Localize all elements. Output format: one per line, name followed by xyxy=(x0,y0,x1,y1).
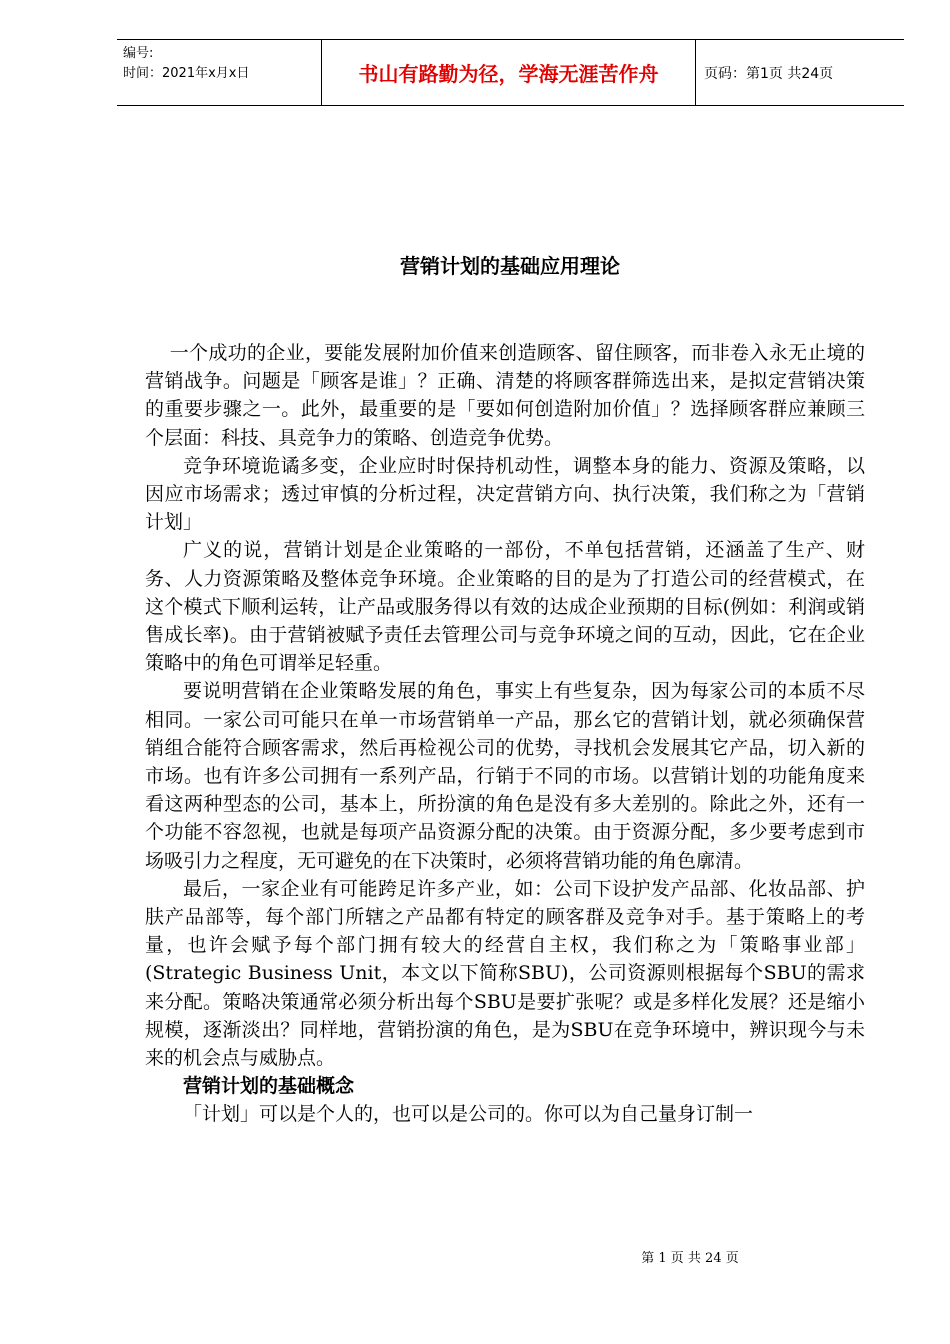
page-footer: 第 1 页 共 24 页 xyxy=(641,1251,739,1266)
paragraph-6: 「计划」可以是个人的，也可以是公司的。你可以为自己量身订制一 xyxy=(183,1103,754,1126)
time-label: 时间：2021年x月x日 xyxy=(123,66,250,81)
header-meta xyxy=(117,40,322,106)
paragraph-5: 最后，一家企业有可能跨足许多产业，如：公司下设护发产品部、化妆品部、护肤产品部等，每个部门所辖之产品都有特定的顾客群及竞争对手。基于策略上的考量，也许会赋予每个部门拥有较大的经营自主权，我们称之为「策略事业部」(Strategic Business Unit，本文以下简称SBU)，公司资源则根据每个SBU的需求来分配。策略决策通常必须分析出每个SBU是要扩张呢？或是多样化发展？还是缩小规模，逐渐淡出？同样地，营销扮演的角色，是为SBU在竞争环境中，辨识现今与未来的机会点与威胁点。 xyxy=(145,877,865,1070)
section-heading: 营销计划的基础概念 xyxy=(183,1075,355,1098)
paragraph-1: 一个成功的企业，要能发展附加价值来创造顾客、留住顾客，而非卷入永无止境的营销战争。问题是「顾客是谁」？正确、清楚的将顾客群筛选出来，是拟定营销决策的重要步骤之一。此外，最重要的是「要如何创造附加价值」？选择顾客群应兼顾三个层面：科技、具竞争力的策略、创造竞争优势。 xyxy=(145,342,865,449)
header-page-info: 页码：第1页 共24页 xyxy=(696,40,905,106)
header-motto: 书山有路勤为径，学海无涯苦作舟 xyxy=(322,40,696,106)
number-label: 编号: xyxy=(123,46,154,61)
document-body xyxy=(145,339,865,1129)
paragraph-3: 广义的说，营销计划是企业策略的一部份，不单包括营销，还涵盖了生产、财务、人力资源策略及整体竞争环境。企业策略的目的是为了打造公司的经营模式，在这个模式下顺利运转，让产品或服务得以有效的达成企业预期的目标(例如：利润或销售成长率)。由于营销被赋予责任去管理公司与竞争环境之间的互动，因此，它在企业策略中的角色可谓举足轻重。 xyxy=(145,539,865,675)
header-table xyxy=(117,39,904,106)
document-title: 营销计划的基础应用理论 xyxy=(400,254,620,278)
paragraph-4: 要说明营销在企业策略发展的角色，事实上有些复杂，因为每家公司的本质不尽相同。一家公司可能只在单一市场营销单一产品，那幺它的营销计划，就必须确保营销组合能符合顾客需求，然后再检视公司的优势，寻找机会发展其它产品，切入新的市场。也有许多公司拥有一系列产品，行销于不同的市场。以营销计划的功能角度来看这两种型态的公司，基本上，所扮演的角色是没有多大差别的。除此之外，还有一个功能不容忽视，也就是每项产品资源分配的决策。由于资源分配，多少要考虑到市场吸引力之程度，无可避免的在下决策时，必须将营销功能的角色廓清。 xyxy=(145,680,865,872)
paragraph-2: 竞争环境诡谲多变，企业应时时保持机动性，调整本身的能力、资源及策略，以因应市场需求；透过审慎的分析过程，决定营销方向、执行决策，我们称之为「营销计划」 xyxy=(145,454,865,534)
